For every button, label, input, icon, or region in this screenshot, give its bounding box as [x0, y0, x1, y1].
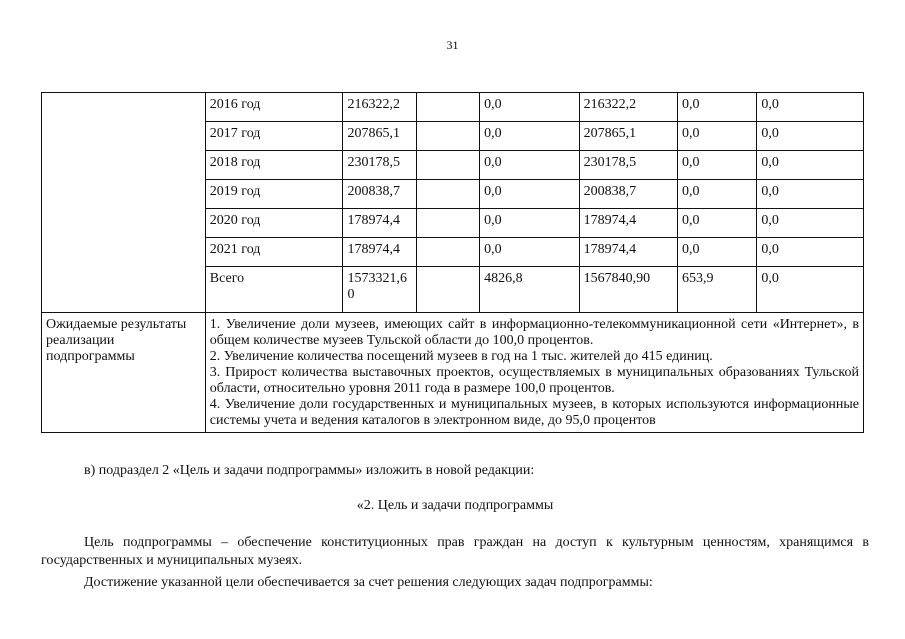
amount-cell: 0,0	[757, 93, 864, 122]
amount-cell: 0,0	[757, 238, 864, 267]
year-cell: 2017 год	[205, 122, 343, 151]
amount-cell: 0,0	[480, 238, 579, 267]
year-cell: 2016 год	[205, 93, 343, 122]
result-item: 3. Прирост количества выставочных проектов, осуществляемых в муниципальных образованиях Тульской области, относительно уровня 2011 года в размере 100,0 процентов.	[209, 365, 859, 396]
amount-cell: 0,0	[480, 93, 579, 122]
amount-cell	[416, 122, 479, 151]
total-amount-cell: 178974,4	[343, 238, 416, 267]
year-cell: 2019 год	[205, 180, 343, 209]
total-amount-cell: 200838,7	[343, 180, 416, 209]
amount-cell: 0,0	[757, 180, 864, 209]
result-item: 2. Увеличение количества посещений музеев в год на 1 тыс. жителей до 415 единиц.	[209, 349, 713, 364]
amount-cell: 653,9	[678, 267, 757, 313]
total-amount-cell: 230178,5	[343, 151, 416, 180]
amount-cell: 0,0	[757, 267, 864, 313]
page-number: 31	[446, 38, 459, 52]
amount-cell: 0,0	[480, 151, 579, 180]
amount-cell: 178974,4	[579, 238, 677, 267]
expected-results-label: Ожидаемые результаты реализации подпрограммы	[42, 313, 206, 433]
total-amount-cell: 1573321,60	[343, 267, 416, 313]
amount-cell	[416, 267, 479, 313]
table-row-results	[42, 313, 864, 433]
amount-cell: 1567840,90	[579, 267, 677, 313]
amount-cell: 0,0	[757, 151, 864, 180]
year-cell: 2018 год	[205, 151, 343, 180]
result-item: 1. Увеличение доли музеев, имеющих сайт в информационно-телекоммуникационной сети «Интернет», в общем количестве музеев Тульской области до 100,0 процентов.	[209, 317, 859, 348]
amount-cell	[416, 180, 479, 209]
amount-cell: 178974,4	[579, 209, 677, 238]
amount-cell: 0,0	[678, 238, 757, 267]
total-amount-cell: 178974,4	[343, 209, 416, 238]
expected-results-body	[205, 313, 863, 433]
amount-cell: 0,0	[678, 151, 757, 180]
amount-cell: 0,0	[757, 209, 864, 238]
result-item: 4. Увеличение доли государственных и муниципальных музеев, в которых используются информационные системы учета и ведения каталогов в электронном виде, до 95,0 процентов	[209, 397, 859, 428]
amount-cell: 0,0	[678, 180, 757, 209]
amount-cell: 4826,8	[480, 267, 579, 313]
year-cell: 2021 год	[205, 238, 343, 267]
amount-cell: 0,0	[480, 122, 579, 151]
amount-cell	[416, 93, 479, 122]
amount-cell: 0,0	[757, 122, 864, 151]
amount-cell: 216322,2	[579, 93, 677, 122]
amount-cell: 0,0	[480, 209, 579, 238]
empty-label-cell	[42, 93, 206, 313]
total-label-cell: Всего	[205, 267, 343, 313]
amount-cell	[416, 238, 479, 267]
year-cell: 2020 год	[205, 209, 343, 238]
total-amount-cell: 207865,1	[343, 122, 416, 151]
amount-cell	[416, 209, 479, 238]
amount-cell: 230178,5	[579, 151, 677, 180]
amount-cell: 200838,7	[579, 180, 677, 209]
amount-cell: 0,0	[678, 209, 757, 238]
goal-paragraph: Цель подпрограммы – обеспечение конституционных прав граждан на доступ к культурным ценностям, хранящимся в государственных и муниципальных музеях.	[41, 535, 869, 568]
section-heading: «2. Цель и задачи подпрограммы	[356, 498, 554, 513]
amount-cell: 0,0	[678, 93, 757, 122]
table-row	[42, 93, 864, 122]
amendment-text: в) подраздел 2 «Цель и задачи подпрограммы» изложить в новой редакции:	[84, 463, 535, 478]
amount-cell: 0,0	[480, 180, 579, 209]
achievement-paragraph: Достижение указанной цели обеспечивается за счет решения следующих задач подпрограммы:	[84, 575, 653, 590]
amount-cell: 0,0	[678, 122, 757, 151]
amount-cell	[416, 151, 479, 180]
amount-cell: 207865,1	[579, 122, 677, 151]
total-amount-cell: 216322,2	[343, 93, 416, 122]
funding-table	[41, 92, 864, 433]
